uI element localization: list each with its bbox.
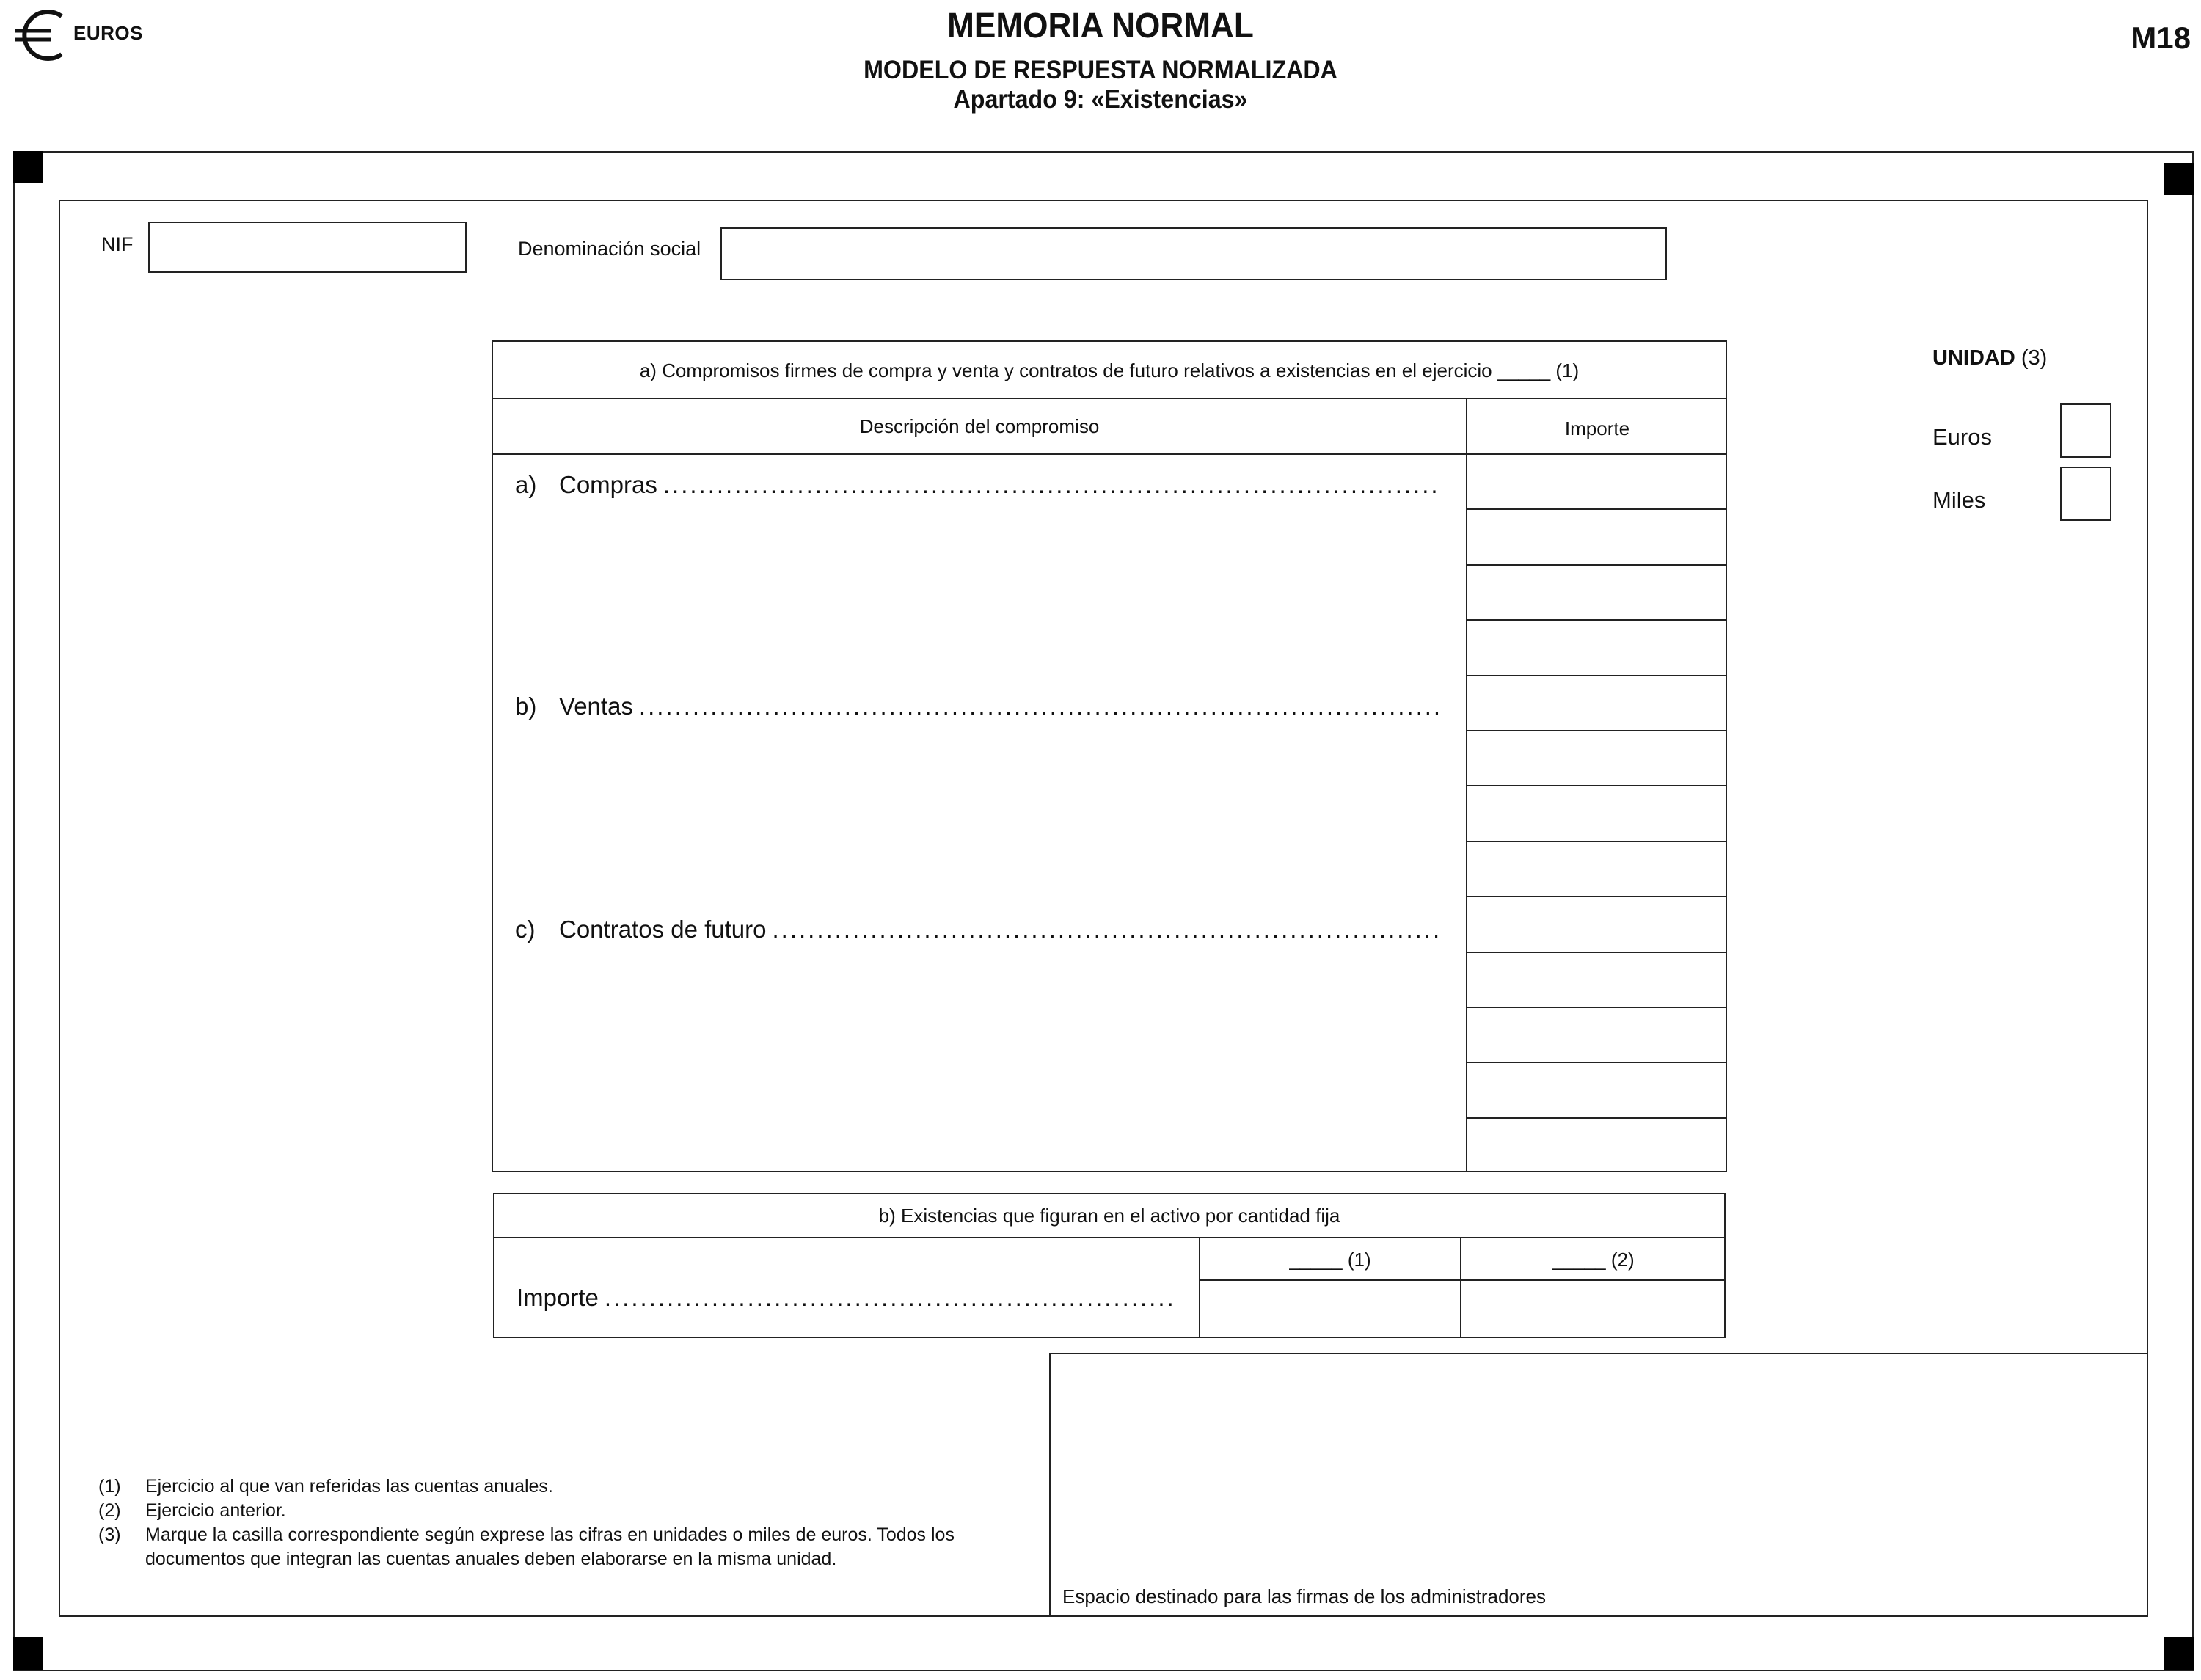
item-label: Compras bbox=[559, 471, 657, 498]
year1-column bbox=[1199, 1238, 1460, 1337]
item-letter: b) bbox=[515, 693, 537, 720]
unit-title-note: (3) bbox=[2021, 346, 2048, 370]
item-label: Contratos de futuro bbox=[559, 916, 767, 943]
importe-cell[interactable] bbox=[1467, 621, 1727, 676]
nif-label: NIF bbox=[101, 233, 134, 255]
item-ventas bbox=[515, 693, 1442, 720]
item-contratos-futuro bbox=[515, 916, 1442, 943]
denominacion-label: Denominación social bbox=[518, 238, 701, 260]
importe-cell[interactable] bbox=[1467, 676, 1727, 731]
year2-column bbox=[1460, 1238, 1726, 1337]
importe-cell[interactable] bbox=[1467, 953, 1727, 1008]
existencias-table bbox=[493, 1193, 1726, 1338]
importe-cell[interactable] bbox=[1467, 731, 1727, 786]
year2-importe-cell[interactable] bbox=[1461, 1281, 1726, 1337]
dot-leader bbox=[639, 693, 1442, 720]
signature-label: Espacio destinado para las firmas de los administradores bbox=[1062, 1585, 1547, 1607]
footnote bbox=[98, 1499, 1030, 1523]
year1-importe-cell[interactable] bbox=[1200, 1281, 1460, 1337]
importe-cell[interactable] bbox=[1467, 1119, 1727, 1174]
item-compras bbox=[515, 471, 1442, 499]
importe-cell[interactable] bbox=[1467, 897, 1727, 952]
registration-mark bbox=[13, 1637, 43, 1670]
footnote bbox=[98, 1523, 1030, 1571]
registration-mark bbox=[2164, 1637, 2194, 1670]
registration-mark bbox=[13, 151, 43, 183]
footnote bbox=[98, 1475, 1030, 1499]
unit-title bbox=[1932, 346, 2047, 370]
registration-mark bbox=[2164, 163, 2194, 195]
logo-text: EUROS bbox=[73, 22, 143, 44]
unit-euros-label: Euros bbox=[1932, 424, 1992, 450]
item-letter: a) bbox=[515, 471, 537, 498]
importe-row bbox=[517, 1284, 1177, 1312]
page-title: MEMORIA NORMAL bbox=[947, 7, 1254, 45]
dot-leader bbox=[773, 916, 1443, 943]
footnote-number: (1) bbox=[98, 1476, 121, 1497]
footnote-text: Ejercicio anterior. bbox=[145, 1500, 286, 1521]
footnotes bbox=[98, 1475, 1030, 1571]
year2-header: _____ (2) bbox=[1461, 1238, 1726, 1281]
nif-field[interactable] bbox=[148, 222, 467, 273]
footnote-number: (2) bbox=[98, 1500, 121, 1521]
unit-title-text: UNIDAD bbox=[1932, 346, 2015, 370]
unit-euros-checkbox[interactable] bbox=[2060, 403, 2111, 458]
footnote-text: Marque la casilla correspondiente según exprese las cifras en unidades o miles de euros. Todos los documentos que integran las cuentas anuales deben elaborarse en la misma unidad. bbox=[145, 1524, 955, 1569]
importe-cell[interactable] bbox=[1467, 1008, 1727, 1063]
form-code: M18 bbox=[2131, 21, 2191, 55]
importe-cell[interactable] bbox=[1467, 455, 1727, 510]
dot-leader bbox=[599, 1284, 1177, 1312]
importe-column bbox=[1466, 399, 1727, 1171]
importe-cell[interactable] bbox=[1467, 1063, 1727, 1118]
table-a-title: a) Compromisos firmes de compra y venta y contratos de futuro relativos a existencias en el ejercicio _____ (1) bbox=[493, 342, 1726, 399]
importe-header: Importe bbox=[1467, 399, 1727, 455]
page-subtitle: MODELO DE RESPUESTA NORMALIZADA bbox=[864, 56, 1337, 84]
desc-header: Descripción del compromiso bbox=[493, 399, 1466, 455]
importe-label: Importe bbox=[517, 1284, 599, 1311]
unit-miles-checkbox[interactable] bbox=[2060, 467, 2111, 521]
unit-miles-label: Miles bbox=[1932, 487, 1986, 513]
footnote-text: Ejercicio al que van referidas las cuentas anuales. bbox=[145, 1476, 553, 1497]
item-letter: c) bbox=[515, 916, 536, 943]
compromisos-table bbox=[492, 340, 1727, 1172]
item-label: Ventas bbox=[559, 693, 633, 720]
dot-leader bbox=[663, 471, 1442, 499]
table-b-title: b) Existencias que figuran en el activo por cantidad fija bbox=[494, 1194, 1724, 1238]
importe-cell[interactable] bbox=[1467, 510, 1727, 565]
section-title: Apartado 9: «Existencias» bbox=[953, 85, 1248, 114]
signature-area[interactable] bbox=[1049, 1353, 2148, 1617]
euro-icon bbox=[13, 6, 69, 65]
footnote-number: (3) bbox=[98, 1524, 121, 1545]
importe-cell[interactable] bbox=[1467, 786, 1727, 841]
year1-header: _____ (1) bbox=[1200, 1238, 1460, 1281]
importe-cell[interactable] bbox=[1467, 566, 1727, 621]
importe-cell[interactable] bbox=[1467, 842, 1727, 897]
denominacion-field[interactable] bbox=[720, 227, 1667, 280]
